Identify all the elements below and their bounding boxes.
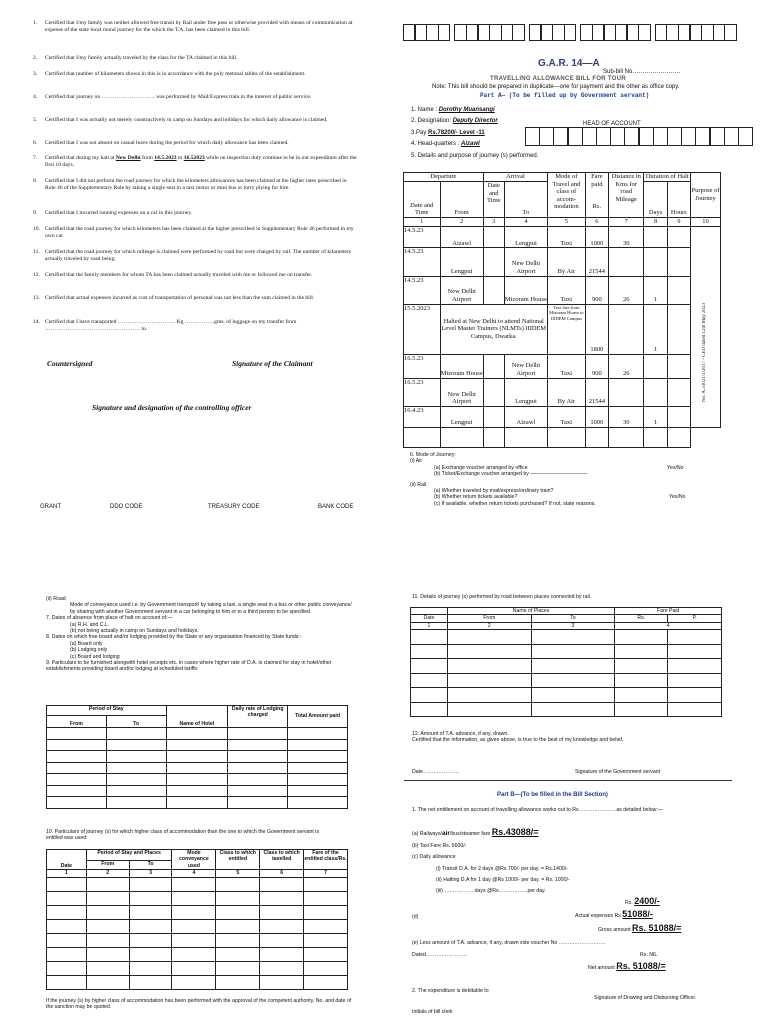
divider-line bbox=[404, 780, 732, 781]
gross-amount: Gross amount Rs. 51088/= bbox=[598, 923, 682, 933]
less-advance-line: (e) Less amount of T.A. advance, if any, drawn vide voucher No ……………………… bbox=[412, 940, 606, 946]
other-days-line: (iii) …………….. days @Rs……………..per day. bbox=[436, 888, 546, 894]
certificate-item: 12. Certified that the family members for whom TA has been claimed actually traveled with me or followed me on transfer. bbox=[33, 272, 313, 278]
road-journey-row bbox=[411, 702, 722, 717]
advance-question: 12. Amount of T.A. advance, if any, drawn. Certified that the information, as given above, is true to the best of my knowledge and belief. bbox=[412, 731, 624, 744]
certificate-item: 13. Certified that actual expenses incurred as cost of transportation of personal was not less than the sum claimed in the bill. bbox=[33, 295, 315, 301]
ddo-code-label: DDO CODE bbox=[110, 504, 143, 510]
distance-header: Distance in Kms for road Mileage bbox=[608, 173, 643, 218]
road-journey-row bbox=[411, 630, 722, 645]
head-of-account-label: HEAD OF ACCOUNT bbox=[583, 121, 641, 127]
hotel-stay-row bbox=[47, 762, 348, 774]
expenditure-debitable: 2. The expenditure is debitable to bbox=[412, 988, 489, 994]
claimant-signature-label: Signature of the Claimant bbox=[232, 359, 313, 368]
stay-to-header: To bbox=[106, 716, 166, 728]
daily-allowance-label: (c) Daily allowance bbox=[412, 854, 456, 860]
higher-class-row bbox=[47, 933, 348, 947]
t10-entitled-header: Class to which entitled bbox=[216, 850, 260, 870]
purpose-reference: No. A.33021/1/2017 - CEO dated 12th May 2023 bbox=[702, 302, 708, 402]
duration-header: Duration of Halt bbox=[645, 173, 689, 180]
net-entitlement-text: 1. The net entitlement on account of travelling allowance works out to Rs………………….as detailed below:— bbox=[412, 807, 664, 813]
certificate-item: 5. Certified that I was actually not merely constructively in camp on Sundays and holidays for which daily allowance is claimed. bbox=[33, 117, 328, 123]
certificate-item: 2. Certified that I/my family actually traveled by the class for the TA claimed in this bill. bbox=[33, 55, 238, 61]
hotel-stay-row bbox=[47, 797, 348, 809]
road-section: (ii) Road Mode of conveyance used i.e. by Government transport/ by taking a taxi, a single seat in a bus or other public conveyance/ by sharing with another Government servant in a car belonging to him or to a third person to be specified. 7. Dates of absence from place of halt on account of:— (a) R.H. and C.L. (b) not being actually in camp on Sundays and holidays. 8. Dates on which free board and/or lodging provided by the State or any organisation financed by State funds:- (a) Board only (b) Lodging only (c) Board and lodging 9. Particulars to be furnished alongwith hotel receipts etc. in cases where higher rate of D.A. is claimed for stay in hotel/other establishments providing board and/or lodging at scheduled tariffs: bbox=[46, 596, 352, 673]
stay-from-header: From bbox=[47, 716, 107, 728]
road-journey-row bbox=[411, 659, 722, 674]
hotel-stay-row bbox=[47, 739, 348, 751]
sub-bill-no: Sub-bill No…………………… bbox=[603, 69, 681, 75]
certificate-item: 3. Certified that number of kilometers shown in this is in accordance with the poly metonal tables of the establishment. bbox=[33, 71, 306, 77]
form-subtitle: TRAVELLING ALLOWANCE BILL FOR TOUR bbox=[490, 76, 626, 82]
halt-to-date: 16.52023 bbox=[183, 155, 205, 161]
journey-row: 16.4.23 Lengpui Aizawl Taxi 1000 30 1 bbox=[404, 406, 721, 427]
t10-from-header: From bbox=[86, 861, 129, 870]
journey-row: 16.5.23 Mizoram House New Delhi Airport Taxi 900 26 bbox=[404, 354, 721, 378]
hotel-name-header: Name of Hotel bbox=[166, 706, 228, 728]
t11-rs-header: Rs. bbox=[615, 615, 668, 622]
journey-row: 16.5.23 New Delhi Airport Lengpui By Air 21544 bbox=[404, 378, 721, 406]
halt-from-date: 14.5.2023 bbox=[154, 155, 177, 161]
t11-p-header: P. bbox=[668, 615, 722, 622]
certificate-7: 7. Certified that during my halt at New Delhi from 14.5.2023 to 16.52023 while on inspection duty continue to be in our expenditure after the first 10 days. bbox=[33, 155, 357, 168]
date-field: Date………………… bbox=[412, 769, 460, 775]
certificate-item: 8. Certified that I did not perform the road journey for which the kilometers allowances has been claimed at the higher rates prescribed in Rule 46 of the Supplementary Rule by taking a single seat in a taxi motor or mini bus or lorry plying for hire. bbox=[33, 178, 347, 191]
higher-class-table bbox=[46, 849, 348, 990]
higher-class-row bbox=[47, 975, 348, 989]
gov-servant-signature-label: Signature of the Government servant bbox=[575, 769, 661, 775]
journey-row: 14.5.23 Lengpui New Delhi Airport By Air 21544 bbox=[404, 248, 721, 276]
certificate-item: 6. Certified that I was not absent on casual leave during the period for which daily allowance has been claimed. bbox=[33, 140, 289, 146]
certificate-item: 14. Certified that I have transported …………………………. Kg …………….gms. of luggage on my transfer from …………………………………………… to. bbox=[33, 319, 297, 332]
designation-field: 2. Designation: Deputy Director bbox=[411, 118, 498, 124]
road-journey-question: 11. Details of journey (s) performed by road between places connected by rail. bbox=[412, 594, 592, 600]
certificate-item: 10. Certified that the road journey for which kilometers has been claimed at the higher prescribed in Supplementary Rule 46 performed in my own car. bbox=[33, 226, 354, 239]
part-a-heading: Part A— (To be filled up by Government servant) bbox=[480, 92, 650, 99]
item-d-label: (d) bbox=[412, 914, 419, 920]
daily-rate-header: Daily rate of Lodging charged bbox=[228, 706, 288, 728]
fare-header: Fare paid Rs. bbox=[585, 173, 608, 218]
road-journey-row bbox=[411, 688, 722, 703]
rail-air-fare-line: (a) Railways/air/bus/steamer fare Rs.43088/= bbox=[412, 827, 539, 837]
form-title: G.A.R. 14—A bbox=[538, 58, 600, 69]
actual-expenses: Actual expenses Rs.51088/- bbox=[575, 909, 653, 919]
halt-place: New Delhi bbox=[115, 155, 141, 161]
treasury-code-label: TREASURY CODE bbox=[208, 504, 260, 510]
certificate-item: 1. Certified that I/my family was neither allowed free transit by Rail under free pass or otherwise provided with means of communication at expense of the state local round journey for the which the T.A. has been claimed in this bill. bbox=[33, 20, 353, 33]
journey-row: 14.5.23 Aizawl Lengpui Taxi 1000 30 No. A.33021/1/2017 - CEO dated 12th May 2023 bbox=[404, 226, 721, 248]
higher-class-row bbox=[47, 905, 348, 919]
grant-label: GRANT bbox=[40, 504, 61, 510]
arrival-header: Arrival bbox=[483, 173, 547, 182]
t10-column-numbers: 1 2 3 4 5 6 7 bbox=[47, 870, 348, 877]
departure-header: Departure bbox=[404, 173, 484, 182]
column-numbers-row: 1 2 3 4 5 6 7 8 9 10 bbox=[404, 218, 721, 227]
road-journey-row bbox=[411, 644, 722, 659]
hotel-stay-row bbox=[47, 785, 348, 797]
air-fare-amount: Rs.43088/= bbox=[491, 827, 539, 837]
details-label: 5. Details and purpose of journey (s) performed. bbox=[411, 153, 539, 159]
controlling-officer-signature-label: Signature and designation of the controlling officer bbox=[92, 403, 252, 412]
higher-class-question: 10. Particulars of journey (s) for which higher class of accommodation than the one to which the Government servant is entitled was used: bbox=[46, 829, 320, 842]
t10-to-header: To bbox=[129, 861, 172, 870]
countersigned-label: Countersigned bbox=[47, 359, 93, 368]
t10-fare-header: Fare of the entitled class/Rs. bbox=[304, 850, 348, 870]
form-note: Note: This bill should be prepared in duplicate—one for payment and the other as office copy. bbox=[432, 84, 680, 90]
approval-footnote: If the journey (s) by higher class of accommodation has been performed with the approval of the competent authority, No. and date of the sanction may be quoted. bbox=[46, 998, 352, 1011]
dated-line: Dated…………………… bbox=[412, 952, 468, 958]
journey-table bbox=[403, 172, 721, 448]
da-total: Rs. 2400/- bbox=[625, 896, 660, 906]
name-field: 1. Name : Dorothy Muansangi bbox=[411, 107, 495, 113]
part-b-heading: Part B—(To be filled in the Bill Section) bbox=[497, 792, 608, 798]
period-of-stay-header: Period of Stay bbox=[47, 706, 167, 716]
certificate-item: 9. Certified that I incurred running expenses on a car in this journey. bbox=[33, 210, 193, 216]
higher-class-row bbox=[47, 891, 348, 905]
higher-class-row bbox=[47, 877, 348, 891]
head-of-account-boxes bbox=[525, 127, 752, 146]
journey-row: 15.5.2023 Halted at New Delhi to attend National Level Master Trainers (NLMTs) IIIDEM Campus, Dwarka. Taxi fare from Mizoram House to IIIDEM Campus 1800 1 bbox=[404, 304, 721, 354]
halting-da-line: (ii) Halting D.A for 1 day @Rs 1000/- per day. = Rs. 1000/- bbox=[436, 877, 570, 883]
higher-class-row bbox=[47, 961, 348, 975]
t10-mode-header: Mode conveyance used bbox=[172, 850, 216, 870]
journey-row: 14.5.23 New Delhi Airport Mizoram House Taxi 900 26 1 bbox=[404, 276, 721, 304]
arrival-to-header: To bbox=[504, 182, 547, 218]
hotel-stay-row bbox=[47, 728, 348, 740]
higher-class-row bbox=[47, 947, 348, 961]
t11-fare-header: Fare Paid bbox=[615, 608, 722, 615]
higher-class-row bbox=[47, 919, 348, 933]
hotel-stay-table bbox=[46, 705, 348, 809]
t10-travelled-header: Class to which tavelled bbox=[260, 850, 304, 870]
t11-date-header: Date bbox=[411, 615, 448, 622]
purpose-header: Purpose of Journey bbox=[690, 173, 720, 218]
code-boxes bbox=[403, 24, 736, 41]
headquarters-field: 4. Head-quarters : Aizawl bbox=[411, 141, 480, 147]
hours-header: Hours bbox=[667, 182, 690, 218]
t10-period-header: Period of Stay and Places bbox=[86, 850, 172, 861]
t10-date-header: Date bbox=[47, 850, 87, 870]
departure-from-header: From bbox=[440, 182, 483, 218]
departure-date-header: Date and Time bbox=[404, 182, 441, 218]
road-journey-table bbox=[410, 607, 722, 717]
road-journey-row bbox=[411, 673, 722, 688]
total-amount-header: Total Amount paid bbox=[288, 706, 348, 728]
taxi-fare-line: (b) Taxi Fare Rs. 5600/- bbox=[412, 843, 467, 849]
days-header: Days bbox=[644, 182, 667, 218]
net-amount: Net amount Rs. 51088/= bbox=[588, 961, 666, 971]
ddo-signature-label: Signature of Drawing and Disbursing Officer. bbox=[594, 995, 697, 1001]
certificate-item: 11. Certified that the road journey for which mileage is claimed were performed by road but were charged by rail. The number of kilometers actually traveled by road being: bbox=[33, 249, 351, 262]
t11-from-header: From bbox=[447, 615, 531, 622]
pay-field: 3.Pay Rs.78200/- Level -11 bbox=[411, 130, 485, 136]
nil-amount: Rs. NIL bbox=[640, 952, 658, 958]
mode-header: Mode of Travel and class of accom-modation bbox=[548, 173, 586, 218]
mode-of-journey: 6. Mode of Journey: (i) Air (a) Exchange voucher arranged by office Yes/No (b) Ticket/Exchange voucher arranged by ——————————— (ii) Rail (a) Whether traveled by mail/express/ordinary train? (b) Whether return tickets available? Yes/No (c) If available, whether return tickets purchased? If not, state reasons. bbox=[410, 452, 686, 507]
hotel-stay-row bbox=[47, 751, 348, 763]
bank-code-label: BANK CODE bbox=[318, 504, 354, 510]
t11-to-header: To bbox=[531, 615, 615, 622]
t11-places-header: Name of Places bbox=[447, 608, 614, 615]
transit-da-line: (i) Transit D.A. for 2 days @Rs 700/- per day. = Rs.1400/- bbox=[436, 866, 568, 872]
hotel-stay-row bbox=[47, 774, 348, 786]
certificate-item: 4. Certified that journey on ……………………….. was performed by Mail/Express train in the interest of public service. bbox=[33, 94, 312, 100]
t11-column-numbers: 1 2 3 4 bbox=[411, 622, 722, 629]
bill-clerk-initials: Initials of bill clerk bbox=[412, 1009, 453, 1015]
arrival-date-header: Date and Time bbox=[483, 182, 504, 218]
